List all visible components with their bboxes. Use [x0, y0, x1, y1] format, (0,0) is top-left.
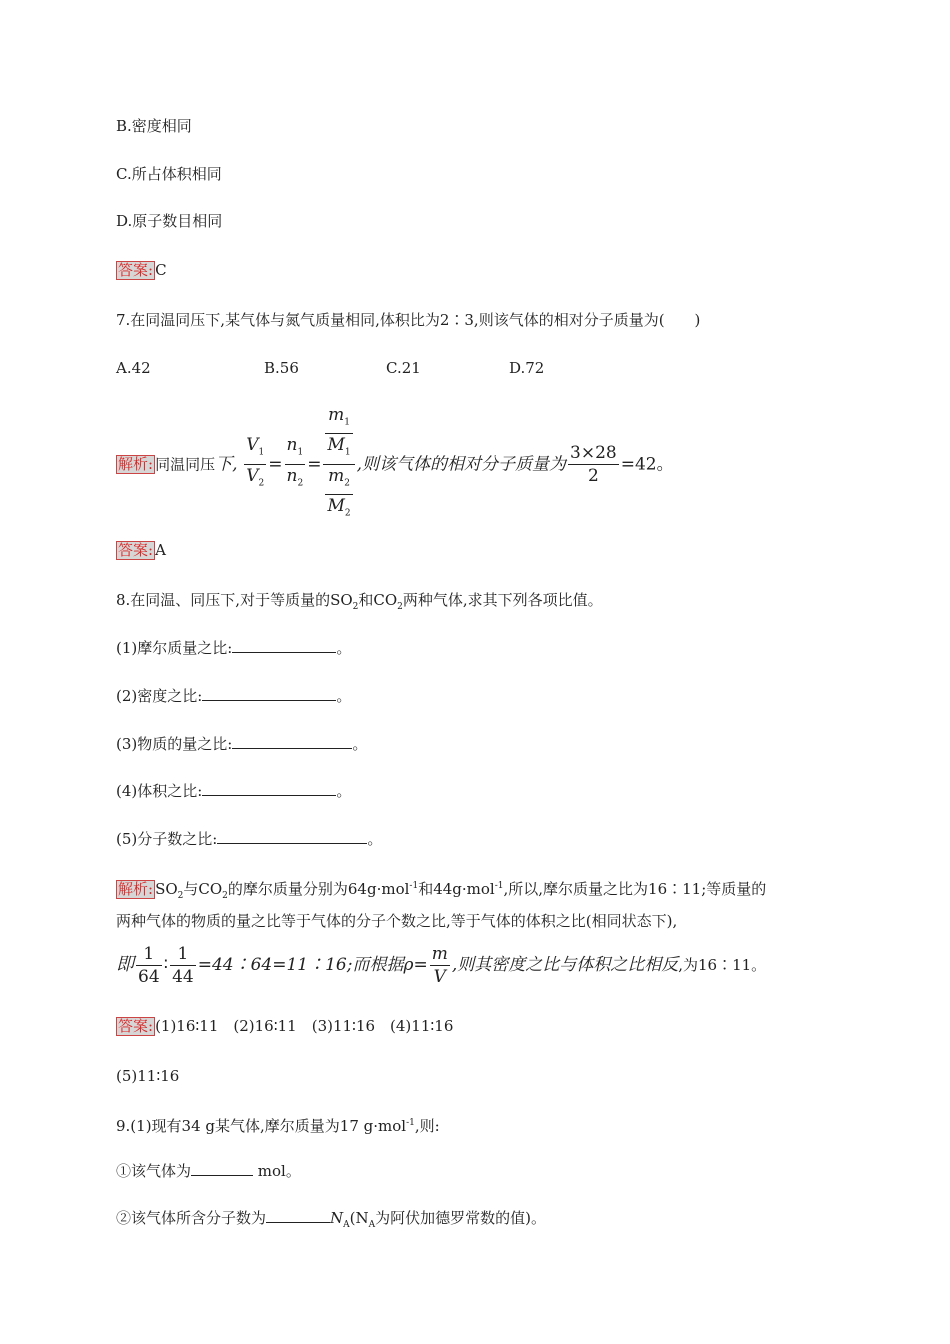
fraction-compound: $\frac{\frac{m_1}{M_1}}{\frac{m_2}{M_2}}$: [323, 404, 354, 525]
fraction-1-44: $\frac{1}{44}$: [172, 943, 194, 987]
fraction-m-v: $\frac{m}{V}$: [431, 943, 448, 987]
q7-option-c: C.21: [386, 359, 421, 377]
fraction-1-64: $\frac{1}{64}$: [138, 943, 160, 987]
option-c: C.所占体积相同: [116, 165, 222, 183]
option-d: D.原子数目相同: [116, 212, 223, 230]
q8-stem: 8.在同温、同压下,对于等质量的$SO_2$和$CO_2$两种气体,求其下列各项比值。: [116, 591, 603, 612]
q8-analysis-line-2: 两种气体的物质的量之比等于气体的分子个数之比,等于气体的体积之比(相同状态下),: [116, 912, 678, 930]
blank-field[interactable]: [232, 638, 336, 653]
q9-stem: 9.(1)现有34 g某气体,摩尔质量为17 g·mol$^{-1}$,则:: [116, 1117, 440, 1135]
analysis-text: ,则该气体的相对分子质量为: [356, 454, 567, 475]
analysis-tag: 解析:: [118, 880, 154, 898]
q8-item-5: (5)分子数之比: 。: [116, 830, 383, 848]
fraction-n1-n2: $\frac{n_1}{n_2}$: [286, 435, 304, 489]
analysis-tag: 解析:: [118, 454, 154, 473]
fraction-v1-v2: $\frac{V_1}{V_2}$: [246, 435, 265, 489]
q8-answer-line-1: 答案: (1)16∶11 (2)16∶11 (3)11∶16 (4)11∶16: [118, 1017, 454, 1035]
q7-answer: [116, 540, 166, 560]
q7-analysis: 解析: 同温同压下, $\frac{V_1}{V_2}$ = $\frac{n_1}{n_2}$ = $\frac{\frac{m_1}{M_1}}{\frac{m_2}{M_2}}$ ,则该气体的相对分子质量为 $\frac{3\times 28}{2}$ =42。: [116, 404, 674, 514]
q9-item-1: ①该气体为 mol。: [116, 1162, 301, 1180]
answer-tag: 答案:: [118, 541, 154, 559]
blank-field[interactable]: [202, 781, 336, 796]
q8-analysis-line-3: 即 $\frac{1}{64}$ ∶ $\frac{1}{44}$ =44∶64=11∶16;而根据ρ= $\frac{m}{V}$ ,则其密度之比与体积之比相反,为16∶11。: [116, 943, 767, 987]
answer-value: A: [155, 541, 166, 559]
q8-analysis-line-1: 解析: $SO_2$与$CO_2$的摩尔质量分别为64g·mol$^{-1}$和44g·mol$^{-1}$,所以,摩尔质量之比为16∶11;等质量的: [118, 880, 767, 901]
q8-answer-line-2: (5)11∶16: [116, 1067, 180, 1085]
q7-options: [116, 358, 816, 378]
analysis-text: 下,: [215, 454, 238, 475]
blank-field[interactable]: [266, 1208, 330, 1223]
q7-option-b: B.56: [264, 359, 299, 377]
q8-item-2: (2)密度之比: 。: [116, 687, 352, 705]
q7-option-d: D.72: [509, 359, 545, 377]
blank-field[interactable]: [217, 829, 367, 844]
q7-option-a: A.42: [116, 359, 151, 377]
q8-item-3: (3)物质的量之比: 。: [116, 735, 368, 753]
blank-field[interactable]: [202, 686, 336, 701]
q8-item-4: (4)体积之比: 。: [116, 782, 352, 800]
option-b: B.密度相同: [116, 117, 192, 135]
fraction-result: $\frac{3\times 28}{2}$: [570, 442, 617, 486]
answer-tag: 答案:: [118, 1017, 154, 1035]
analysis-text: 同温同压: [155, 455, 216, 474]
result: =42。: [620, 454, 674, 475]
q9-item-2: ②该气体所含分子数为 $N_A(N_A$为阿伏加德罗常数的值)。: [116, 1209, 546, 1230]
answer-value: C: [155, 261, 167, 279]
answer-tag: 答案:: [118, 261, 154, 279]
q7-stem: 7.在同温同压下,某气体与氮气质量相同,体积比为2∶3,则该气体的相对分子质量为( ): [116, 311, 701, 329]
q6-answer: [116, 260, 167, 280]
blank-field[interactable]: [191, 1161, 253, 1176]
blank-field[interactable]: [232, 734, 352, 749]
q8-item-1: (1)摩尔质量之比: 。: [116, 639, 352, 657]
